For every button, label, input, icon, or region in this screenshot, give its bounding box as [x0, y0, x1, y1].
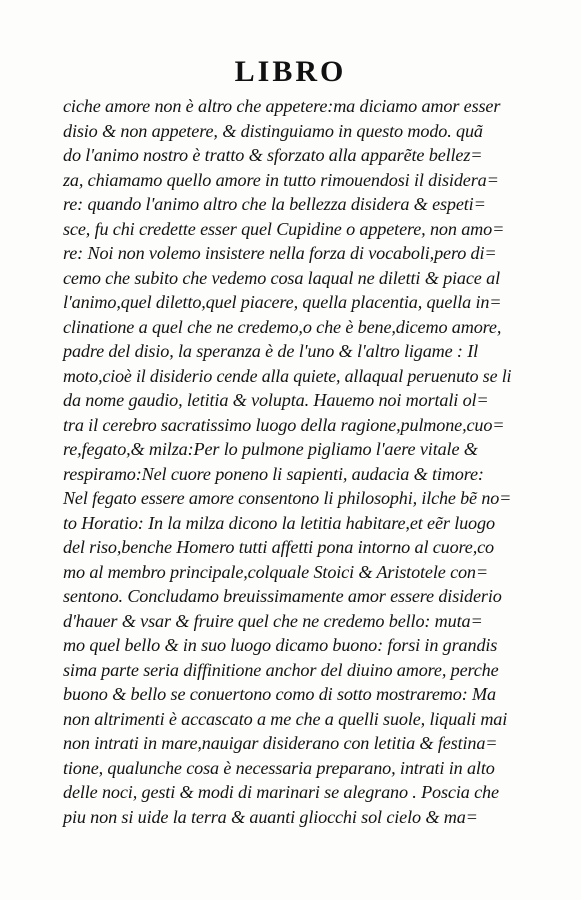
text-line: mo quel bello & in suo luogo dicamo buono: forsi in grandis: [63, 635, 498, 655]
text-line: disio & non appetere, & distinguiamo in questo modo. quã: [63, 120, 483, 141]
text-line: sentono. Concludamo breuissimamente amor essere disiderio: [63, 586, 502, 606]
text-line: sce, fu chi credette esser quel Cupidine o appetere, non amo=: [63, 218, 505, 239]
text-line: padre del disio, la speranza è de l'uno & l'altro ligame : Il: [63, 341, 479, 361]
text-line: clinatione a quel che ne credemo,o che è bene,dicemo amore,: [63, 316, 502, 337]
text-line: re: Noi non volemo insistere nella forza di vocaboli,pero di=: [63, 243, 497, 263]
body-text: [63, 94, 511, 829]
text-line: Nel fegato essere amore consentono li philosophi, ilche bẽ no=: [63, 488, 512, 508]
text-line: cemo che subito che vedemo cosa laqual ne diletti & piace al: [63, 267, 500, 288]
text-line: piu non si uide la terra & auanti gliocchi sol cielo & ma=: [63, 806, 478, 827]
text-line: respiramo:Nel cuore poneno li sapienti, audacia & timore:: [63, 463, 484, 484]
text-line: do l'animo nostro è tratto & sforzato alla apparẽte bellez=: [63, 145, 483, 165]
text-line: tra il cerebro sacratissimo luogo della ragione,pulmone,cuo=: [63, 414, 505, 435]
text-line: buono & bello se conuertono como di sotto mostraremo: Ma: [63, 684, 496, 704]
text-line: da nome gaudio, letitia & volupta. Hauemo noi mortali ol=: [63, 390, 489, 410]
text-line: non intrati in mare,nauigar disiderano con letitia & festina=: [63, 733, 498, 753]
text-line: mo al membro principale,colquale Stoici & Aristotele con=: [63, 561, 489, 582]
text-line: za, chiamamo quello amore in tutto rimouendosi il disidera=: [63, 169, 499, 190]
text-line: tione, qualunche cosa è necessaria preparano, intrati in alto: [63, 757, 495, 778]
text-line: to Horatio: In la milza dicono la letitia habitare,et eẽr luogo: [63, 512, 495, 533]
text-line: delle noci, gesti & modi di marinari se alegrano . Poscia che: [63, 782, 499, 802]
text-line: l'animo,quel diletto,quel piacere, quella placentia, quella in=: [63, 292, 502, 312]
text-line: ciche amore non è altro che appetere:ma diciamo amor esser: [63, 96, 501, 116]
text-line: sima parte seria diffinitione anchor del diuino amore, perche: [63, 659, 499, 680]
text-line: re,fegato,& milza:Per lo pulmone pigliamo l'aere vitale &: [63, 439, 478, 459]
text-line: d'hauer & vsar & fruire quel che ne credemo bello: muta=: [63, 610, 483, 631]
text-line: moto,cioè il disiderio cende alla quiete, allaqual peruenuto se li: [63, 365, 512, 386]
text-line: del riso,benche Homero tutti affetti pona intorno al cuore,co: [63, 537, 494, 557]
text-line: non altrimenti è accascato a me che a quelli suole, liquali mai: [63, 708, 508, 729]
running-head: LIBRO: [234, 55, 347, 88]
text-line: re: quando l'animo altro che la bellezza disidera & espeti=: [63, 194, 486, 214]
